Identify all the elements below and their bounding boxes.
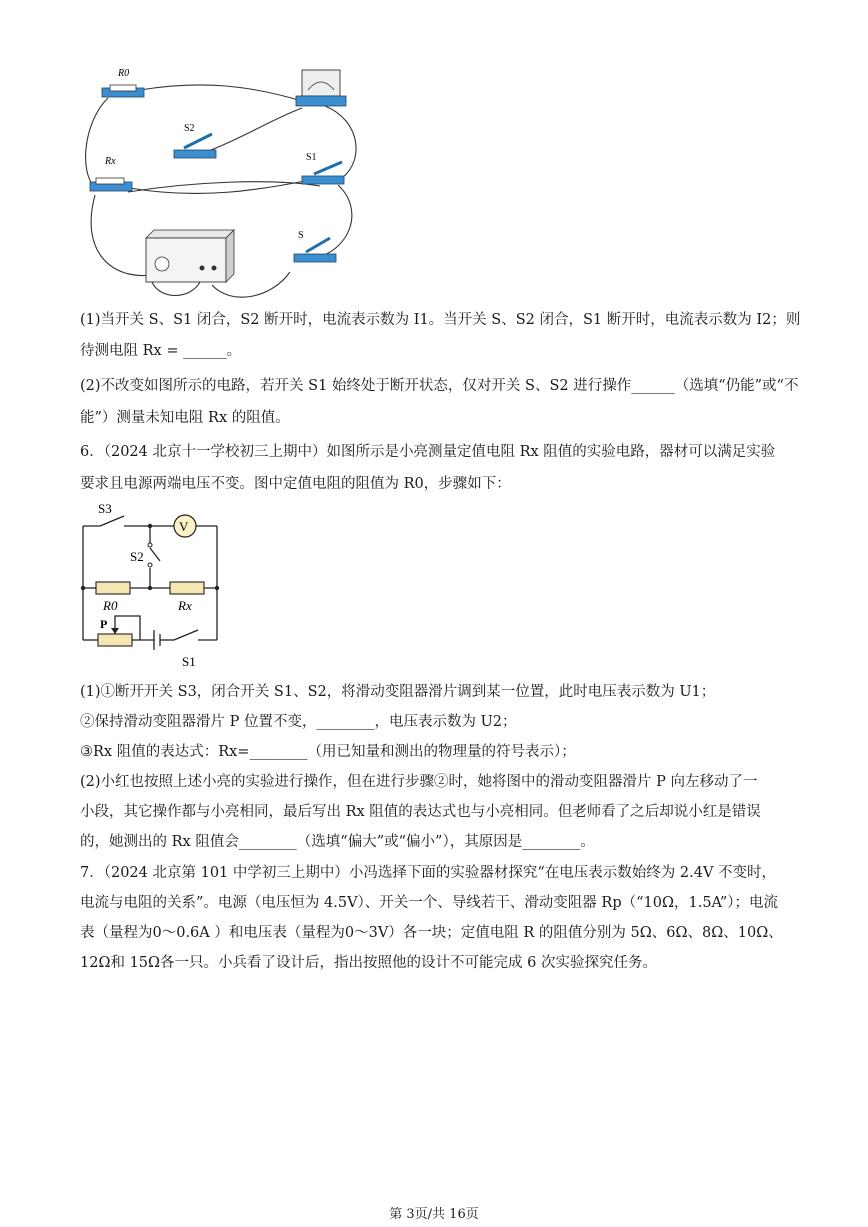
q6-step1: (1)①断开开关 S3，闭合开关 S1、S2，将滑动变阻器滑片调到某一位置，此时电压表示数为 U1； (80, 684, 716, 700)
q5-part1-line1: (1)当开关 S、S1 闭合，S2 断开时，电流表示数为 I1。当开关 S、S2 闭合，S1 断开时，电流表示数为 I2；则 (80, 312, 801, 328)
q6-step2: ②保持滑动变阻器滑片 P 位置不变，________，电压表示数为 U2； (80, 714, 517, 730)
q5-part1-line2: 待测电阻 Rx = ______。 (80, 343, 242, 359)
fig2-label-v: V (179, 519, 189, 534)
resistor-box-icon (90, 178, 132, 191)
q7-line1: 7．（2024 北京第 101 中学初三上期中）小冯选择下面的实验器材探究“在电压表示数始终为 2.4V 不变时， (80, 865, 777, 881)
fig2-label-p: P (100, 617, 108, 631)
fig1-label-rx: Rx (105, 156, 116, 167)
q5-part2-line2: 能”）测量未知电阻 Rx 的阻值。 (80, 410, 290, 426)
fig2-label-r0: R0 (103, 598, 118, 613)
page-footer: 第 3页/共 16页 (389, 1207, 479, 1222)
fig2-label-s3: S3 (98, 501, 112, 516)
q6-part2-line3: 的，她测出的 Rx 阻值会________（选填“偏大”或“偏小”），其原因是________。 (80, 834, 595, 850)
q6-intro-line1: 6．（2024 北京十一学校初三上期中）如图所示是小亮测量定值电阻 Rx 阻值的实验电路，器材可以满足实验 (80, 444, 776, 460)
fig2-label-rx: Rx (178, 598, 192, 613)
q7-line3: 表（量程为0～0.6A ）和电压表（量程为0～3V）各一块；定值电阻 R 的阻值分别为 5Ω、6Ω、8Ω、10Ω、 (80, 925, 783, 941)
fig1-label-s2: S2 (184, 123, 195, 134)
circuit-schematic-figure (78, 498, 228, 673)
fig2-label-s1: S1 (182, 654, 196, 669)
q6-intro-line2: 要求且电源两端电压不变。图中定值电阻的阻值为 R0，步骤如下： (80, 476, 511, 492)
fig1-label-r0: R0 (118, 68, 130, 79)
switch-icon (174, 134, 216, 158)
fig2-label-s2: S2 (130, 549, 144, 564)
circuit-photo-figure (80, 60, 380, 305)
switch-icon (294, 238, 336, 262)
fig1-label-s: S (298, 230, 304, 241)
q7-line4: 12Ω和 15Ω各一只。小兵看了设计后，指出按照他的设计不可能完成 6 次实验探究任务。 (80, 955, 657, 971)
q5-part2-line1: (2)不改变如图所示的电路，若开关 S1 始终处于断开状态，仅对开关 S、S2 进行操作______（选填“仍能”或“不 (80, 378, 799, 394)
q6-part2-line1: (2)小红也按照上述小亮的实验进行操作，但在进行步骤②时，她将图中的滑动变阻器滑片 P 向左移动了一 (80, 774, 758, 790)
resistor-box-icon (102, 85, 144, 97)
q6-part2-line2: 小段，其它操作都与小亮相同，最后写出 Rx 阻值的表达式也与小亮相同。但老师看了之后却说小红是错误 (80, 804, 761, 820)
q7-line2: 电流与电阻的关系”。电源（电压恒为 4.5V）、开关一个、导线若干、滑动变阻器 Rp（“10Ω，1.5A”）；电流 (80, 895, 779, 911)
power-supply-icon (146, 230, 234, 282)
fig1-label-s1: S1 (306, 152, 317, 163)
q6-step3: ③Rx 阻值的表达式：Rx=________（用已知量和测出的物理量的符号表示）； (80, 744, 576, 760)
switch-icon (302, 162, 344, 184)
ammeter-icon (296, 70, 346, 106)
